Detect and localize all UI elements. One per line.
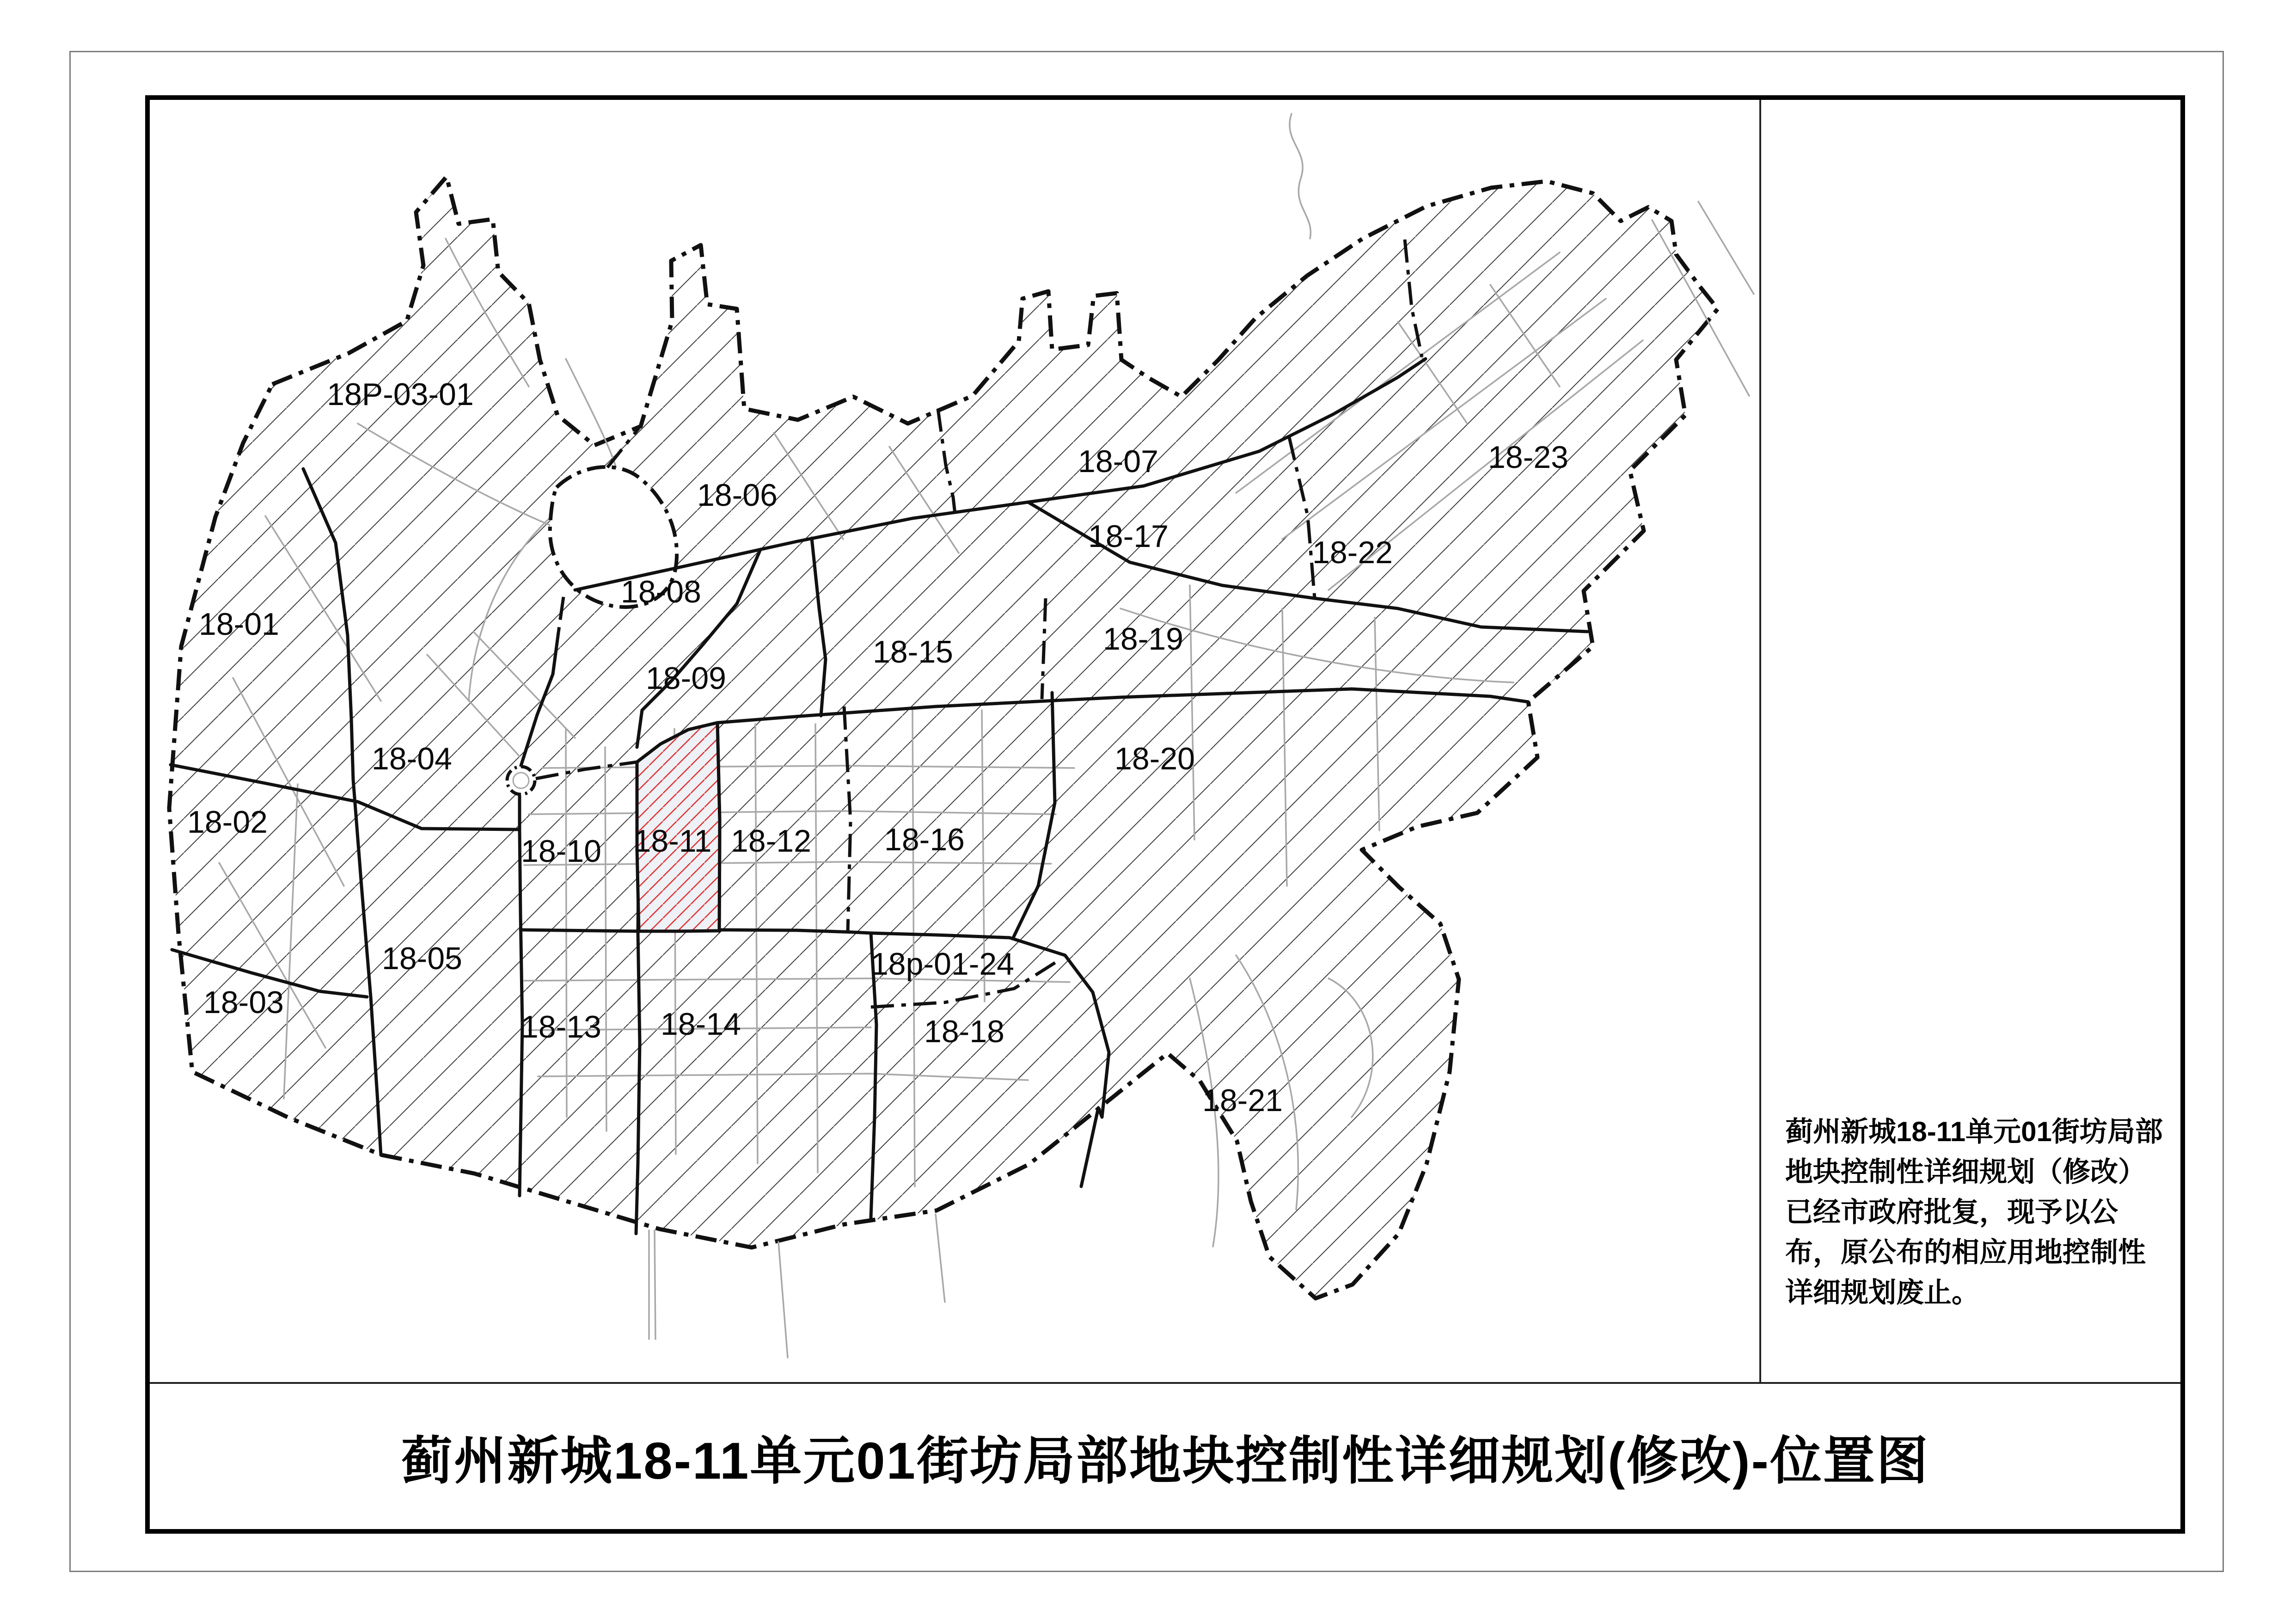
map-frame: [145, 95, 2185, 1534]
district-label-18-13: 18-13: [521, 1009, 601, 1044]
district-label-18-14: 18-14: [661, 1007, 741, 1042]
district-label-18p-03-01: 18P-03-01: [327, 377, 474, 412]
district-label-18-12: 18-12: [731, 823, 811, 859]
district-label-18-09: 18-09: [646, 661, 726, 696]
district-label-18-06: 18-06: [697, 478, 778, 513]
district-label-18-17: 18-17: [1088, 519, 1169, 554]
district-label-18-10: 18-10: [521, 834, 601, 869]
district-label-18-11-highlighted: 18-11: [633, 823, 712, 859]
district-label-18-04: 18-04: [372, 741, 452, 776]
district-label-18-16: 18-16: [884, 822, 965, 857]
district-label-18-19: 18-19: [1103, 621, 1183, 657]
district-label-18-21: 18-21: [1202, 1083, 1283, 1118]
approval-notice-text: 蓟州新城18-11单元01街坊局部地块控制性详细规划（修改）已经市政府批复，现予以公布，原公布的相应用地控制性详细规划废止。: [1785, 1116, 2163, 1308]
map-canvas: [150, 100, 1759, 1382]
district-label-18-01: 18-01: [199, 607, 279, 642]
district-label-18-20: 18-20: [1114, 741, 1195, 776]
notice-panel: [1759, 100, 2180, 1382]
district-label-18-15: 18-15: [873, 634, 953, 670]
district-label-18-05: 18-05: [382, 941, 462, 976]
district-label-18-03: 18-03: [203, 985, 284, 1020]
district-label-18p-01-24: 18p-01-24: [870, 946, 1015, 982]
district-label-18-08: 18-08: [621, 574, 701, 609]
roundabout-marker: [507, 767, 535, 794]
district-label-18-18: 18-18: [924, 1014, 1004, 1049]
location-map: [150, 100, 1759, 1382]
planning-area-boundary: [169, 177, 1718, 1298]
title-bar: [150, 1382, 2180, 1529]
district-label-18-02: 18-02: [187, 805, 268, 840]
district-label-18-07: 18-07: [1078, 444, 1158, 479]
district-label-18-22: 18-22: [1312, 535, 1393, 570]
district-label-18-23: 18-23: [1488, 440, 1568, 475]
map-title: 蓟州新城18-11单元01街坊局部地块控制性详细规划(修改)-位置图: [401, 1432, 1929, 1490]
